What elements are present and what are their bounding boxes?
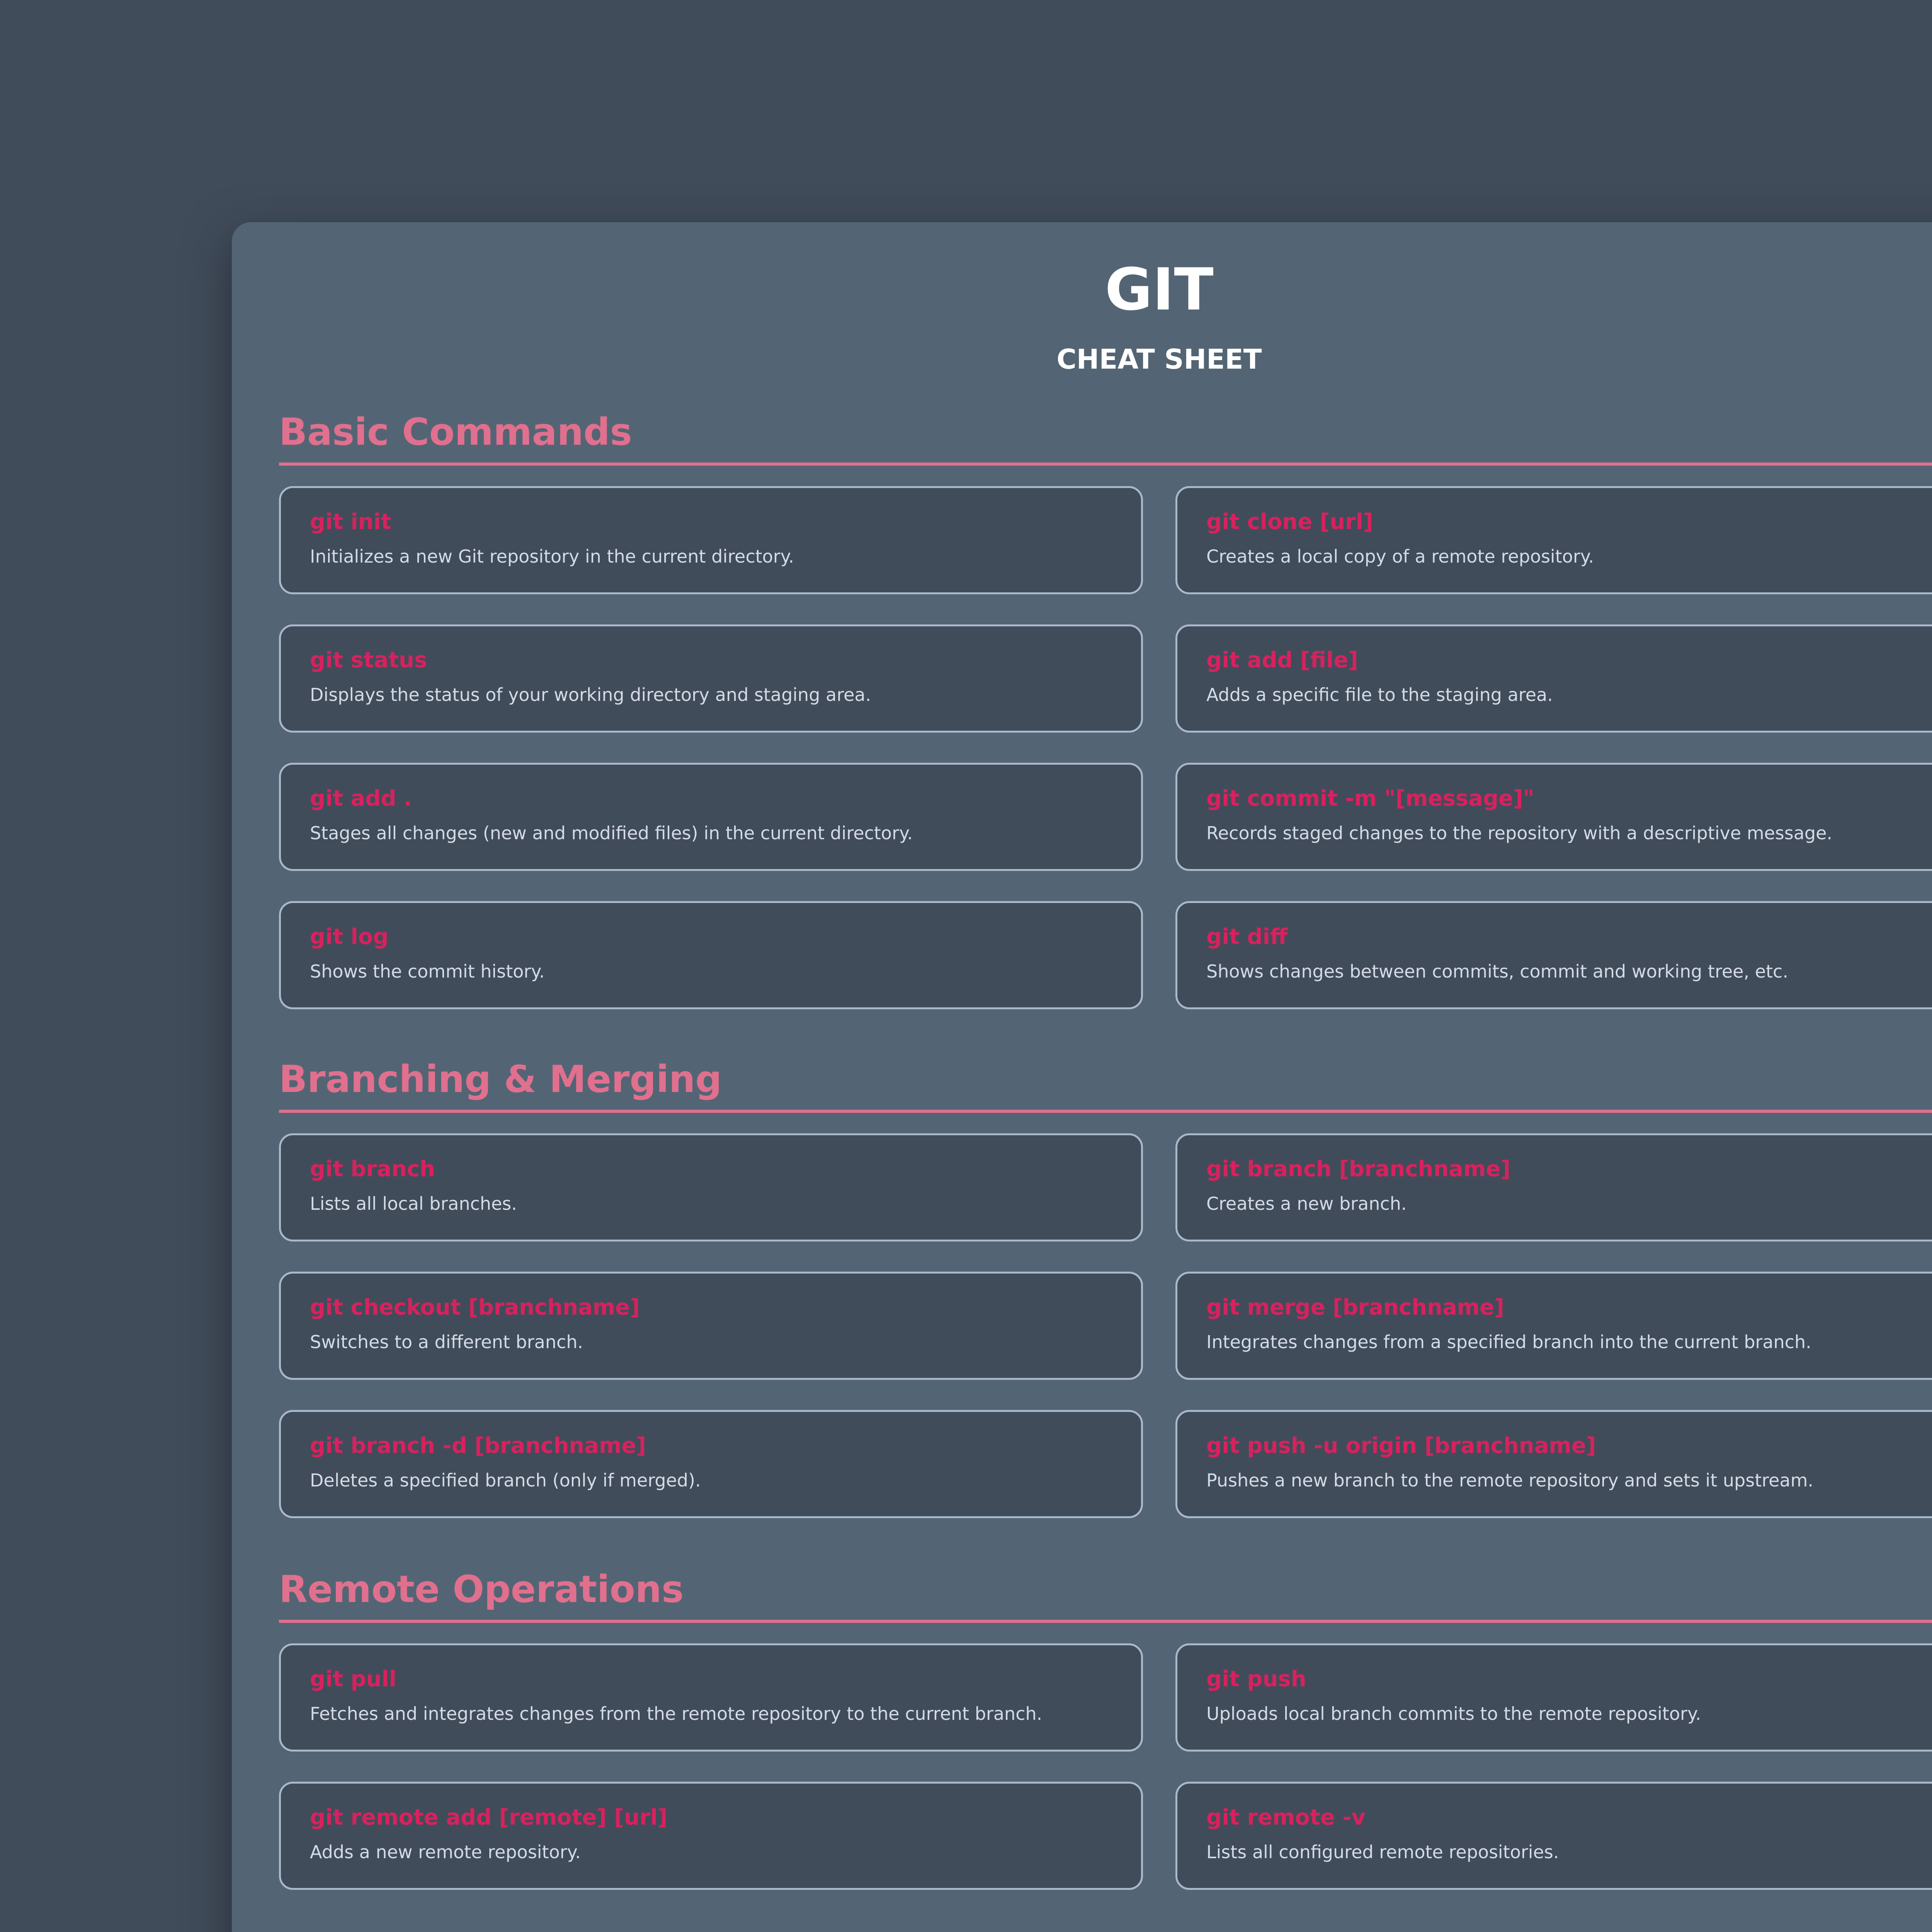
command-card <box>1175 1643 1932 1752</box>
command-card <box>1175 1272 1932 1380</box>
section-basic-commands <box>279 412 1932 1009</box>
command-description: Shows the commit history. <box>310 961 545 982</box>
command-description: Shows changes between commits, commit and working tree, etc. <box>1206 961 1788 982</box>
command-card <box>279 1643 1143 1752</box>
command-name: git remote -v <box>1206 1805 1366 1830</box>
command-description: Adds a new remote repository. <box>310 1842 581 1862</box>
command-description: Deletes a specified branch (only if merged). <box>310 1470 701 1491</box>
command-card <box>279 1782 1143 1890</box>
command-description: Initializes a new Git repository in the current directory. <box>310 546 794 567</box>
command-name: git branch -d [branchname] <box>310 1433 646 1458</box>
command-card <box>1175 486 1932 594</box>
command-card <box>279 624 1143 733</box>
command-name: git pull <box>310 1667 396 1692</box>
page-subtitle: CHEAT SHEET <box>1056 344 1262 375</box>
command-description: Fetches and integrates changes from the remote repository to the current branch. <box>310 1703 1043 1724</box>
command-card <box>279 1410 1143 1518</box>
command-name: git push -u origin [branchname] <box>1206 1433 1596 1458</box>
command-description: Uploads local branch commits to the remote repository. <box>1206 1703 1701 1724</box>
command-grid <box>279 1133 1932 1518</box>
command-card <box>1175 1133 1932 1242</box>
command-description: Displays the status of your working directory and staging area. <box>310 684 871 705</box>
command-description: Lists all local branches. <box>310 1193 517 1214</box>
command-card <box>279 1133 1143 1242</box>
section-remote-operations <box>279 1569 1932 1890</box>
command-grid <box>279 486 1932 1009</box>
command-card <box>279 1272 1143 1380</box>
command-name: git add [file] <box>1206 648 1358 673</box>
command-card <box>279 763 1143 871</box>
command-description: Records staged changes to the repository with a descriptive message. <box>1206 823 1833 844</box>
command-card <box>1175 624 1932 733</box>
command-name: git remote add [remote] [url] <box>310 1805 668 1830</box>
command-description: Lists all configured remote repositories. <box>1206 1842 1559 1862</box>
command-card <box>1175 1410 1932 1518</box>
command-description: Adds a specific file to the staging area. <box>1206 684 1553 705</box>
command-card <box>279 486 1143 594</box>
page-title: GIT <box>1105 256 1214 323</box>
command-description: Stages all changes (new and modified files) in the current directory. <box>310 823 913 844</box>
command-name: git branch [branchname] <box>1206 1156 1511 1182</box>
command-description: Creates a new branch. <box>1206 1193 1407 1214</box>
command-name: git add . <box>310 786 412 811</box>
section-branching-merging <box>279 1059 1932 1518</box>
section-title: Branching & Merging <box>279 1059 1932 1113</box>
command-name: git diff <box>1206 924 1288 949</box>
cheat-sheet-card <box>232 222 1932 1932</box>
command-description: Integrates changes from a specified branch into the current branch. <box>1206 1332 1811 1352</box>
command-name: git log <box>310 924 389 949</box>
section-title: Remote Operations <box>279 1569 1932 1623</box>
command-name: git commit -m "[message]" <box>1206 786 1534 811</box>
command-description: Pushes a new branch to the remote repository and sets it upstream. <box>1206 1470 1814 1491</box>
command-card <box>1175 763 1932 871</box>
command-name: git push <box>1206 1667 1306 1692</box>
command-name: git init <box>310 509 391 534</box>
command-card <box>1175 901 1932 1009</box>
command-name: git status <box>310 648 427 673</box>
command-description: Creates a local copy of a remote repository. <box>1206 546 1594 567</box>
command-name: git merge [branchname] <box>1206 1295 1504 1320</box>
command-name: git branch <box>310 1156 435 1182</box>
command-card <box>279 901 1143 1009</box>
command-grid <box>279 1643 1932 1890</box>
section-title: Basic Commands <box>279 412 1932 466</box>
command-description: Switches to a different branch. <box>310 1332 583 1352</box>
command-card <box>1175 1782 1932 1890</box>
command-name: git clone [url] <box>1206 509 1373 534</box>
command-name: git checkout [branchname] <box>310 1295 640 1320</box>
